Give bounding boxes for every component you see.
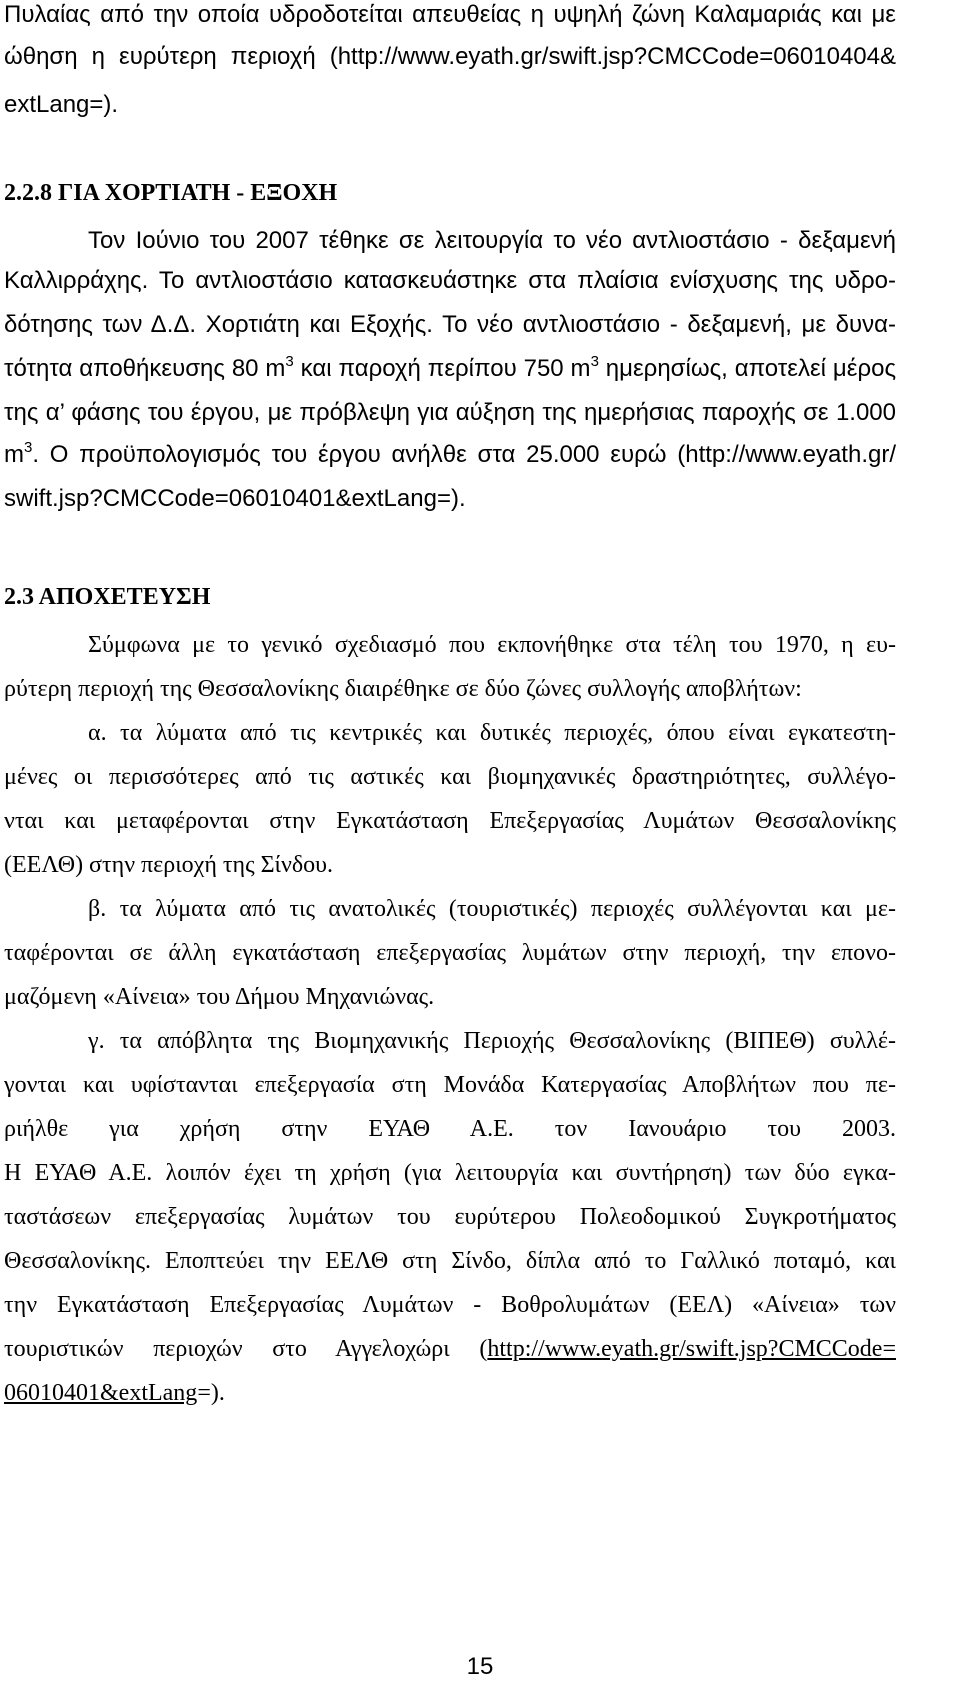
body-text-line [4, 440, 896, 470]
body-text-line: Καλλιρράχης. Το αντλιοστάσιο κατασκευάστηκε στα πλαίσια ενίσχυσης της υδρο- [4, 267, 896, 294]
text-fragment: ημερησίως, αποτελεί μέρος [598, 355, 897, 382]
text-fragment: και παροχή περίπου 750 m [293, 355, 591, 382]
list-item-line: νται και μεταφέρονται στην Εγκατάσταση Επεξεργασίας Λυμάτων Θεσσαλονίκης [4, 808, 896, 834]
list-item-line: (ΕΕΛΘ) στην περιοχή της Σίνδου. [4, 852, 334, 878]
reference-link[interactable]: 06010401&extLang [4, 1380, 198, 1406]
section-heading: 2.3 ΑΠΟΧΕΤΕΥΣΗ [4, 584, 211, 610]
page-number: 15 [466, 1653, 494, 1680]
body-text-line: Τον Ιούνιο του 2007 τέθηκε σε λειτουργία το νέο αντλιοστάσιο - δεξαμενή [88, 227, 896, 254]
reference-link[interactable]: http://www.eyath.gr/swift.jsp?CMCCode= [487, 1336, 896, 1362]
list-item-line: β. τα λύματα από τις ανατολικές (τουριστικές) περιοχές συλλέγονται και με- [88, 896, 896, 922]
body-text-line: extLang=). [4, 91, 119, 118]
list-item-line: ριήλθε για χρήση στην ΕΥΑΘ Α.Ε. τον Ιανουάριο του 2003. [4, 1116, 896, 1142]
body-text-line [4, 1334, 896, 1364]
section-heading: 2.2.8 ΓΙΑ ΧΟΡΤΙΑΤΗ - ΕΞΟΧΗ [4, 180, 338, 206]
body-text-line [4, 1378, 225, 1408]
list-item-line: γονται και υφίστανται επεξεργασία στη Μονάδα Κατεργασίας Αποβλήτων που πε- [4, 1072, 896, 1098]
body-text-line: ρύτερη περιοχή της Θεσσαλονίκης διαιρέθηκε σε δύο ζώνες συλλογής αποβλήτων: [4, 676, 802, 702]
body-text-line: Σύμφωνα με το γενικό σχεδιασμό που εκπονήθηκε στα τέλη του 1970, η ευ- [88, 632, 896, 658]
body-text-line: Πυλαίας από την οποία υδροδοτείται απευθείας η υψηλή ζώνη Καλαμαριάς και με [4, 1, 896, 28]
body-text-line: ταστάσεων επεξεργασίας λυμάτων του ευρύτερου Πολεοδομικού Συγκροτήματος [4, 1204, 896, 1230]
text-fragment: τότητα αποθήκευσης 80 m [4, 355, 286, 382]
body-text-line: ώθηση η ευρύτερη περιοχή (http://www.eyath.gr/swift.jsp?CMCCode=06010404& [4, 43, 896, 70]
body-text-line: την Εγκατάσταση Επεξεργασίας Λυμάτων - Βοθρολυμάτων (ΕΕΛ) «Αίνεια» των [4, 1292, 896, 1318]
body-text-line: Η ΕΥΑΘ Α.Ε. λοιπόν έχει τη χρήση (για λειτουργία και συντήρηση) των δύο εγκα- [4, 1160, 896, 1186]
text-fragment: m [4, 441, 24, 468]
text-fragment: =). [197, 1380, 225, 1406]
body-text-line: της α’ φάσης του έργου, με πρόβλεψη για αύξηση της ημερήσιας παροχής σε 1.000 [4, 399, 896, 426]
body-text-line [4, 354, 896, 384]
list-item-line: ταφέρονται σε άλλη εγκατάσταση επεξεργασίας λυμάτων στην περιοχή, την επονο- [4, 940, 896, 966]
superscript: 3 [24, 439, 33, 456]
list-item-line: μένες οι περισσότερες από τις αστικές και βιομηχανικές δραστηριότητες, συλλέγο- [4, 764, 896, 790]
body-text-line: Θεσσαλονίκης. Εποπτεύει την ΕΕΛΘ στη Σίνδο, δίπλα από το Γαλλικό ποταμό, και [4, 1248, 896, 1274]
list-item-line: μαζόμενη «Αίνεια» του Δήμου Μηχανιώνας. [4, 984, 435, 1010]
text-fragment: . Ο προϋπολογισμός του έργου ανήλθε στα 25.000 ευρώ (http://www.eyath.gr/ [32, 441, 896, 468]
body-text-line: δότησης των Δ.Δ. Χορτιάτη και Εξοχής. Το νέο αντλιοστάσιο - δεξαμενή, με δυνα- [4, 311, 896, 338]
list-item-line: γ. τα απόβλητα της Βιομηχανικής Περιοχής Θεσσαλονίκης (ΒΙΠΕΘ) συλλέ- [88, 1028, 896, 1054]
superscript: 3 [285, 353, 294, 370]
list-item-line: α. τα λύματα από τις κεντρικές και δυτικές περιοχές, όπου είναι εγκατεστη- [88, 720, 896, 746]
superscript: 3 [590, 353, 599, 370]
text-fragment: τουριστικών περιοχών στο Αγγελοχώρι ( [4, 1336, 488, 1362]
body-text-line: swift.jsp?CMCCode=06010401&extLang=). [4, 485, 466, 512]
